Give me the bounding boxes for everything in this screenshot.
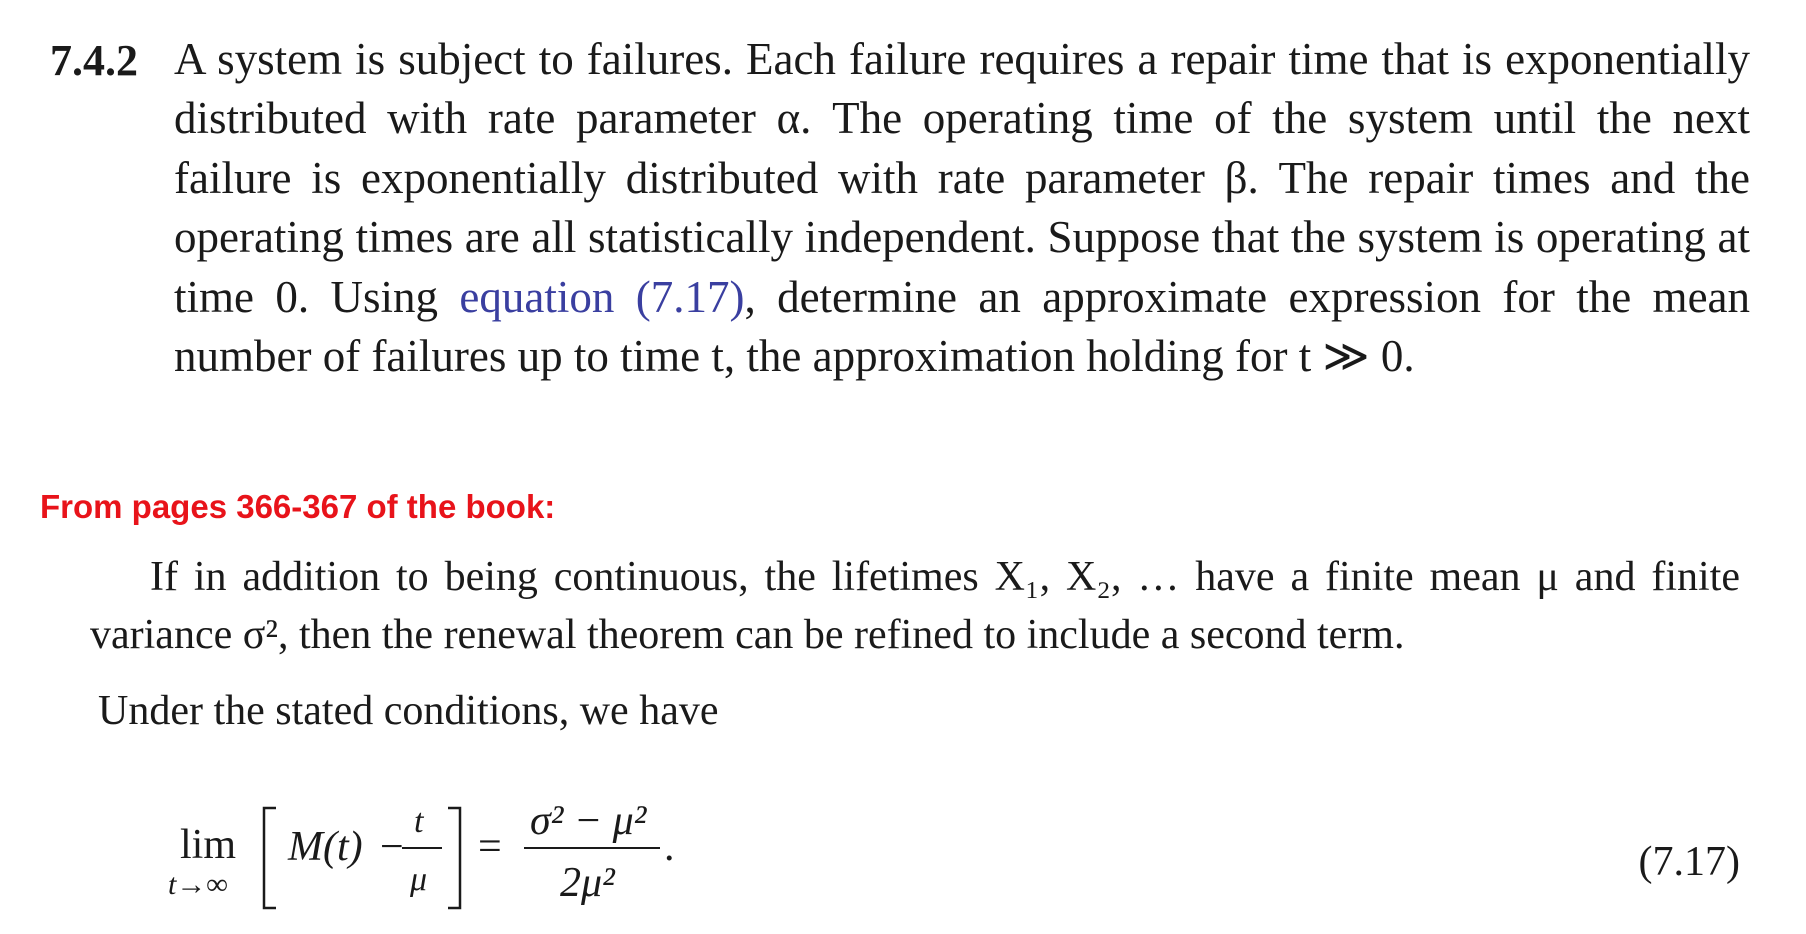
problem-text-part1: A system is subject to failures. Each failure requires a repair time that is exponentially distributed with rate parameter α. The operating time of the system until the next failure is exponentially distributed with rate parameter β. The repair times and the operating times are all statistically independent. Suppose that the system is operating at time 0. Using <box>174 34 1750 322</box>
fraction2-numerator: σ² − μ² <box>530 798 647 844</box>
equation-7-17 <box>168 790 1740 930</box>
problem-statement <box>174 30 1750 386</box>
fraction1-numerator: t <box>414 803 424 840</box>
book-paragraph-1: If in addition to being continuous, the lifetimes X₁, X₂, … have a finite mean μ and finite variance σ², then the renewal theorem can be refined to include a second term. <box>90 554 1740 658</box>
equals-sign: = <box>478 824 502 870</box>
lim-subscript: t→∞ <box>168 868 228 901</box>
equation-number: (7.17) <box>1638 839 1740 885</box>
M-of-t: M(t) <box>288 824 363 870</box>
equation-period: . <box>664 824 675 870</box>
fraction1-denominator: μ <box>410 861 428 898</box>
fraction2-denominator: 2μ² <box>560 860 615 906</box>
lim-text: lim <box>180 822 237 868</box>
minus-sign: − <box>380 824 404 870</box>
book-excerpt <box>90 548 1740 664</box>
problem-number: 7.4.2 <box>50 36 138 85</box>
right-bracket <box>448 808 460 908</box>
equation-graphic <box>168 790 1580 930</box>
left-bracket <box>264 808 276 908</box>
problem-text-part2: , determine an approximate expression for the mean number of failures up to time t, the approximation holding for t ≫ 0. <box>174 271 1751 382</box>
equation-link[interactable]: equation (7.17) <box>459 271 745 322</box>
source-label: From pages 366-367 of the book: <box>40 488 556 525</box>
problem-7-4-2 <box>50 30 1750 386</box>
book-paragraph-2: Under the stated conditions, we have <box>98 688 719 734</box>
